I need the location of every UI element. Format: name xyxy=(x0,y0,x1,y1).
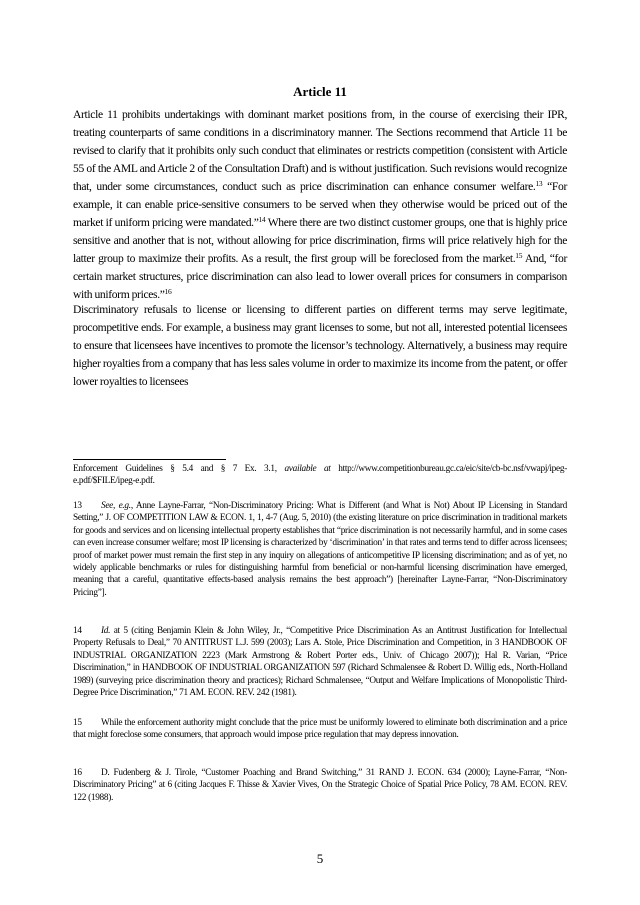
footnote-ref-16[interactable]: 16 xyxy=(164,287,172,296)
footnote-signal: Id. xyxy=(101,626,111,636)
footnote-number: 15 xyxy=(73,718,82,728)
paragraph-text: And, “for certain market structures, price discrimination can also lead to lower overall prices for consumers in comparison with uniform prices.” xyxy=(73,252,567,301)
footnote-ref-15[interactable]: 15 xyxy=(515,251,523,260)
footnote-signal: available at xyxy=(284,464,331,474)
footnote-13 xyxy=(73,500,567,599)
footnote-text: D. Fudenberg & J. Tirole, “Customer Poaching and Brand Switching,” 31 RAND J. ECON. 634 (2000); Layne-Farrar, “Non-Discriminatory Pricing” at 6 (citing Jacques F. Thisse & Xavier Vives, On the Strategic Choice of Spatial Price Policy, 78 AM. ECON. REV. 122 (1988). xyxy=(73,768,567,803)
footnote-15 xyxy=(73,717,567,742)
paragraph-text: Article 11 prohibits undertakings with dominant market positions from, in the course of exercising their IPR, treating counterparts of same conditions in a discriminatory manner. The Sections recommend that Article 11 be revised to clarify that it prohibits only such conduct that eliminates or restricts competition (consistent with Article 55 of the AML and Article 2 of the Consultation Draft) and is without justification. Such revisions would recognize that, under some circumstances, conduct such as price discrimination can enhance consumer welfare. xyxy=(73,108,567,193)
paragraph-text: “For example, it can enable price-sensitive consumers to be served when they otherwise would be priced out of the market if uniform pricing were mandated.” xyxy=(73,180,567,229)
footnote-text: While the enforcement authority might conclude that the price must be uniformly lowered to eliminate both discrimination and a price that might foreclose some consumers, that approach would impose price regulation that may depress innovation. xyxy=(73,718,567,741)
footnote-signal: See, e.g. xyxy=(101,501,131,511)
footnote-number: 14 xyxy=(73,626,82,636)
footnote-ref-14[interactable]: 14 xyxy=(258,215,266,224)
body-paragraph-1 xyxy=(73,106,567,304)
footnote-number: 16 xyxy=(73,768,82,778)
page-number: 5 xyxy=(316,851,324,866)
paragraph-text: Where there are two distinct customer groups, one that is highly price sensitive and another that is not, without allowing for price discrimination, firms will price relatively high for the latter group to maximize their profits. As a result, the first group will be foreclosed from the market. xyxy=(73,216,567,265)
footnote-separator xyxy=(73,459,226,460)
paragraph-text: Discriminatory refusals to license or licensing to different parties on different terms may serve legitimate, procompetitive ends. For example, a business may grant licenses to some, but not all, interested potential licensees to ensure that licensees have incentives to promote the licensor’s technology. Alternatively, a business may require higher royalties from a company that has less sales volume in order to maximize its income from the patent, or offer lower royalties to licensees xyxy=(73,303,567,388)
footnote-ref-13[interactable]: 13 xyxy=(535,179,543,188)
footnote-text: Enforcement Guidelines § 5.4 and § 7 Ex. 3.1, xyxy=(73,464,285,474)
footnote-text: at 5 (citing Benjamin Klein & John Wiley, Jr., “Competitive Price Discrimination As an Antitrust Justification for Intellectual Property Refusals to Deal,” 70 ANTITRUST L.J. 599 (2003); Lars A. Stole, Price Discrimination and Competition, in 3 HANDBOOK OF INDUSTRIAL ORGANIZATION 2223 (Mark Armstrong & Robert Porter eds., Univ. of Chicago 2007)); Hal R. Varian, “Price Discrimination,” in HANDBOOK OF INDUSTRIAL ORGANIZATION 597 (Richard Schmalensee & Robert D. Willig eds., North-Holland 1989) (surveying price discrimination theory and practices); Richard Schmalensee, “Output and Welfare Implications of Monopolistic Third-Degree Price Discrimination,” 71 AM. ECON. REV. 242 (1981). xyxy=(73,626,567,699)
footnote-link[interactable]: http://www.competitionbureau.gc.ca/eic/site/cb-bc.nsf/vwapj/ipeg-e.pdf/$FILE/ipeg-e.pdf. xyxy=(73,464,567,487)
footnote-continuation xyxy=(73,463,567,488)
footnote-14 xyxy=(73,625,567,699)
section-heading: Article 11 xyxy=(293,84,347,99)
footnote-16 xyxy=(73,767,567,804)
footnote-text: , Anne Layne-Farrar, “Non-Discriminatory Pricing: What is Different (and What is Not) About IP Licensing in Standard Setting,” J. OF COMPETITION LAW & ECON. 1, 1, 4-7 (Aug. 5, 2010) (the existing literature on price discrimination in traditional markets for goods and services and on licensing intellectual property establishes that “price discrimination is not necessarily harmful, and in some cases can even increase consumer welfare; most IP licensing is characterized by ‘discrimination’ in that rates and terms tend to differ across licensees; proof of market power must remain the first step in any inquiry on allegations of anticompetitive IP licensing discrimination; and as of yet, no widely applicable benchmarks or rules for distinguishing harmful from beneficial or non-harmful licensing discrimination have emerged, meaning that a careful, quantitative effects-based analysis remains the best approach”) [hereinafter Layne-Farrar, “Non-Discriminatory Pricing”]. xyxy=(73,501,567,598)
footnote-number: 13 xyxy=(73,501,82,511)
body-paragraph-2 xyxy=(73,301,567,391)
